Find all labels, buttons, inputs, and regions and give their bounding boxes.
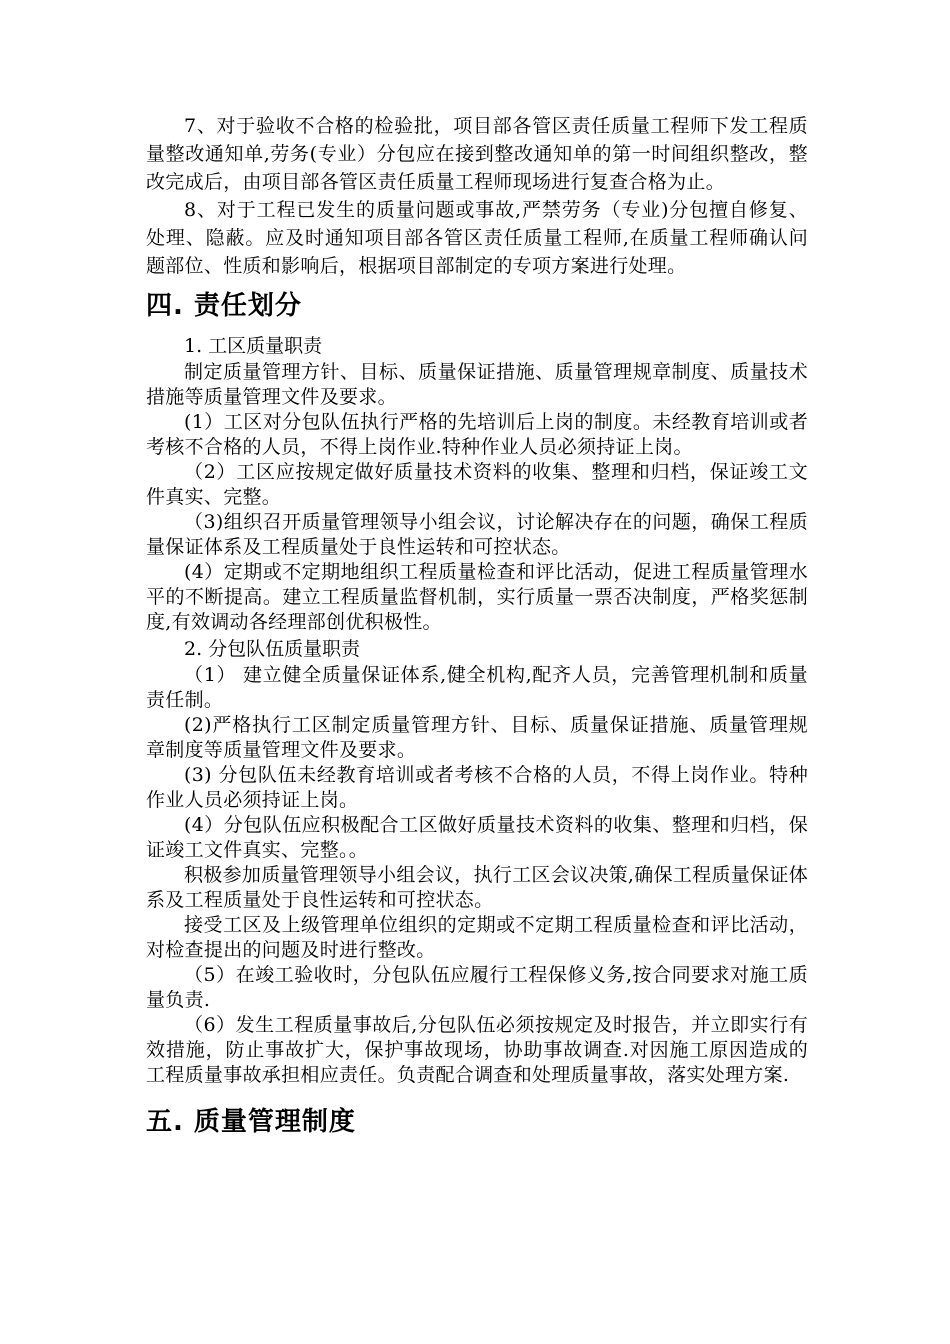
paragraph-item-8: 8、对于工程已发生的质量问题或事故,严禁劳务（专业)分包擅自修复、处理、隐蔽。应及时通知项目部各管区责任质量工程师,在质量工程师确认问题部位、性质和影响后，根据项目部制定的专项方案进行处理。 (146, 199, 808, 277)
paragraph-item-7: 7、对于验收不合格的检验批，项目部各管区责任质量工程师下发工程质量整改通知单,劳务(专业）分包应在接到整改通知单的第一时间组织整改，整改完成后，由项目部各管区责任质量工程师现场进行复查合格为止。 (146, 115, 808, 193)
document-page (146, 112, 808, 1148)
list-item-subcontractor-3: (3) 分包队伍未经教育培训或者考核不合格的人员，不得上岗作业。特种作业人员必须持证上岗。 (146, 764, 808, 811)
list-item-work-area-3: （3)组织召开质量管理领导小组会议，讨论解决存在的问题，确保工程质量保证体系及工程质量处于良性运转和可控状态。 (146, 511, 808, 558)
paragraph-subcontractor-meeting: 积极参加质量管理领导小组会议，执行工区会议决策,确保工程质量保证体系及工程质量处于良性运转和可控状态。 (146, 864, 808, 911)
list-item-work-area-1: (1）工区对分包队伍执行严格的先培训后上岗的制度。未经教育培训或者考核不合格的人员，不得上岗作业.特种作业人员必须持证上岗。 (146, 411, 808, 458)
list-item-subcontractor-6: （6）发生工程质量事故后,分包队伍必须按规定及时报告，并立即实行有效措施，防止事故扩大，保护事故现场，协助事故调查.对因施工原因造成的工程质量事故承担相应责任。负责配合调查和处理质量事故，落实处理方案. (146, 1014, 808, 1086)
list-item-subcontractor-5: （5）在竣工验收时，分包队伍应履行工程保修义务,按合同要求对施工质量负责. (146, 964, 808, 1011)
list-item-work-area-4: (4）定期或不定期地组织工程质量检查和评比活动，促进工程质量管理水平的不断提高。建立工程质量监督机制，实行质量一票否决制度，严格奖惩制度,有效调动各经理部创优积极性。 (146, 561, 808, 633)
list-item-subcontractor-4: (4）分包队伍应积极配合工区做好质量技术资料的收集、整理和归档，保证竣工文件真实、完整。。 (146, 814, 808, 861)
list-item-work-area-2: （2）工区应按规定做好质量技术资料的收集、整理和归档，保证竣工文件真实、完整。 (146, 461, 808, 508)
subsection-title-subcontractor: 2. 分包队伍质量职责 (184, 638, 361, 660)
section-heading-quality-system: 五. 质量管理制度 (146, 1107, 356, 1137)
subsection-title-work-area: 1. 工区质量职责 (184, 335, 323, 357)
paragraph-subcontractor-inspection: 接受工区及上级管理单位组织的定期或不定期工程质量检查和评比活动，对检查提出的问题及时进行整改。 (146, 914, 808, 961)
list-item-subcontractor-2: (2)严格执行工区制定质量管理方针、目标、质量保证措施、质量管理规章制度等质量管理文件及要求。 (146, 714, 808, 761)
list-item-subcontractor-1: （1） 建立健全质量保证体系,健全机构,配齐人员，完善管理机制和质量责任制。 (146, 664, 808, 711)
section-heading-responsibility: 四. 责任划分 (146, 291, 302, 321)
paragraph-work-area-intro: 制定质量管理方针、目标、质量保证措施、质量管理规章制度、质量技术措施等质量管理文件及要求。 (146, 361, 808, 408)
